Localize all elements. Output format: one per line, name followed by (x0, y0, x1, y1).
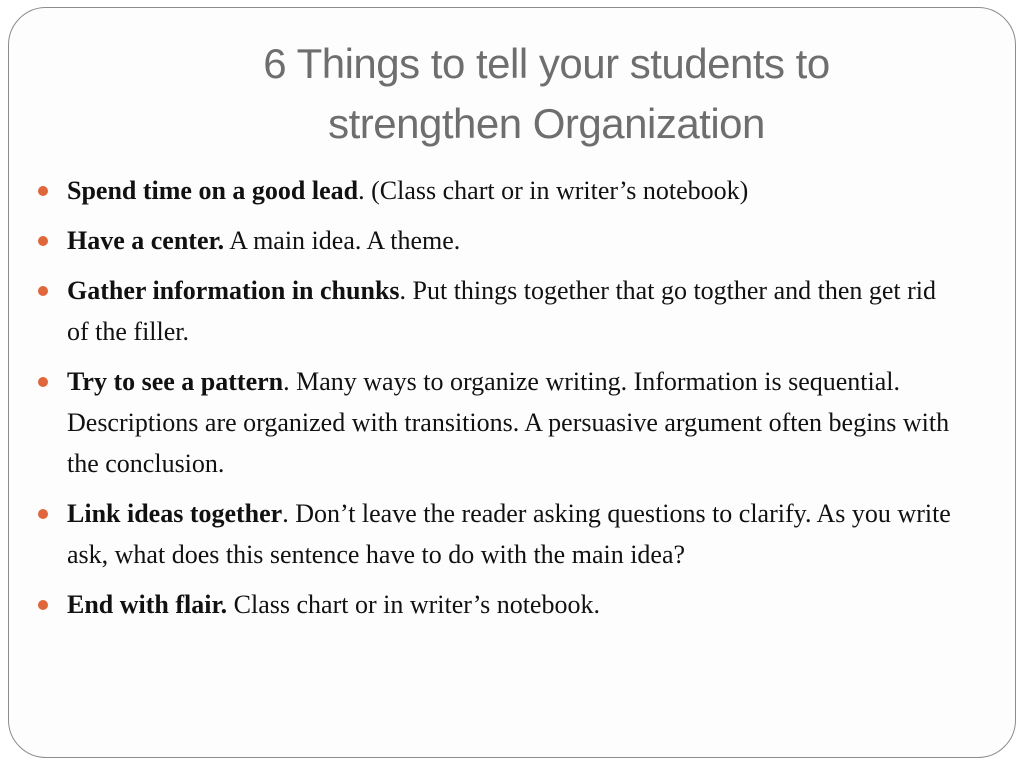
bullet-text: . Don’t leave the reader asking questions to clarify. As you write ask, what does this sentence have to do with the main idea? (67, 499, 951, 569)
bullet-lead: Gather information in chunks (67, 276, 400, 305)
bullet-lead: Have a center. (67, 226, 225, 255)
bullet-dot-icon (38, 236, 48, 246)
bullet-item-good-lead (38, 170, 958, 211)
bullet-lead: Try to see a pattern (67, 367, 284, 396)
bullet-dot-icon (38, 286, 48, 296)
slide-title-line-1: 6 Things to tell your students to (263, 40, 830, 87)
bullet-text: . Put things together that go togther and then get rid of the filler. (67, 276, 937, 346)
bullet-lead: End with flair. (67, 590, 228, 619)
bullet-lead: Link ideas together (67, 499, 283, 528)
slide-title (129, 34, 964, 154)
bullet-dot-icon (38, 600, 48, 610)
bullet-list (38, 170, 958, 634)
bullet-item-link-ideas (38, 493, 958, 575)
bullet-item-center (38, 220, 958, 261)
bullet-dot-icon (38, 186, 48, 196)
bullet-dot-icon (38, 377, 48, 387)
bullet-lead: Spend time on a good lead (67, 176, 359, 205)
bullet-text: . Many ways to organize writing. Information is sequential. Descriptions are organized with transitions. A persuasive argument often begins with the conclusion. (67, 367, 950, 478)
bullet-dot-icon (38, 509, 48, 519)
slide-title-line-2: strengthen Organization (328, 100, 765, 147)
bullet-item-pattern (38, 361, 958, 484)
bullet-item-flair (38, 584, 958, 625)
bullet-text: A main idea. A theme. (224, 226, 461, 255)
bullet-item-chunks (38, 270, 958, 352)
bullet-text: Class chart or in writer’s notebook. (227, 590, 600, 619)
bullet-text: . (Class chart or in writer’s notebook) (358, 176, 749, 205)
